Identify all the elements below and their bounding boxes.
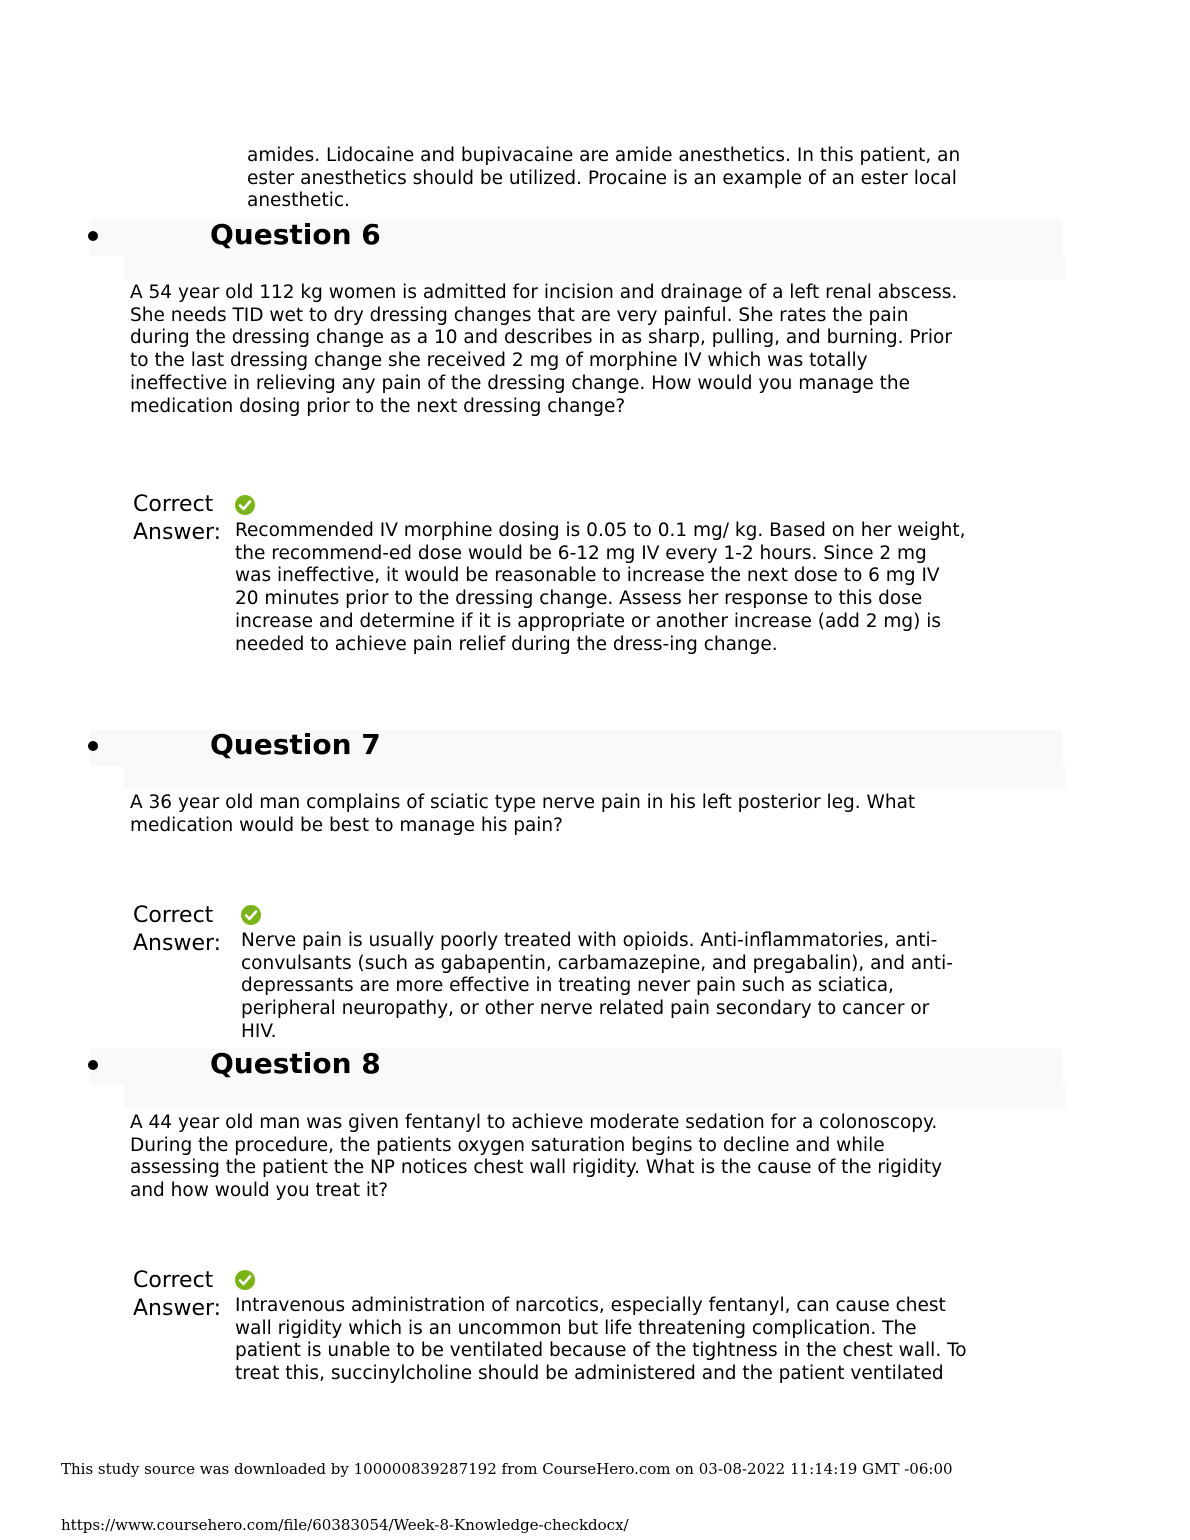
question-7-prompt: A 36 year old man complains of sciatic type nerve pain in his left posterior leg. What medication would be best to manage his pain? [130, 792, 916, 836]
question-7-correct-answer-label: Correct Answer: [133, 903, 222, 956]
correct-check-icon [235, 495, 255, 515]
bullet-icon [88, 231, 98, 241]
question-8-prompt: A 44 year old man was given fentanyl to achieve moderate sedation for a colonoscopy. During the procedure, the patients oxygen saturation begins to decline and while assessing the patient the NP notices chest wall rigidity. What is the cause of the rigidity and how would you treat it? [130, 1112, 943, 1202]
question-8-answer: Intravenous administration of narcotics, especially fentanyl, can cause chest wall rigidity which is an uncommon but life threatening complication. The patient is unable to be ventilated because of the tightness in the chest wall. To treat this, succinylcholine should be administered and the patient ventilated [235, 1295, 967, 1385]
correct-check-icon [241, 905, 261, 925]
question-6-correct-answer-label: Correct Answer: [133, 492, 222, 545]
question-7-answer: Nerve pain is usually poorly treated with opioids. Anti-inflammatories, anti- convulsants (such as gabapentin, carbamazepine, and pregabalin), and anti- depressants are more effective in treating never pain such as sciatica, peripheral neuropathy, or other nerve related pain secondary to cancer or HIV. [241, 930, 953, 1042]
question-6-prompt: A 54 year old 112 kg women is admitted for incision and drainage of a left renal abscess. She needs TID wet to dry dressing changes that are very painful. She rates the pain during the dressing change as a 10 and describes in as sharp, pulling, and burning. Prior to the last dressing change she received 2 mg of morphine IV which was totally ineffective in relieving any pain of the dressing change. How would you manage the medication dosing prior to the next dressing change? [130, 282, 958, 417]
correct-check-icon [235, 1270, 255, 1290]
previous-answer-continuation: amides. Lidocaine and bupivacaine are amide anesthetics. In this patient, an ester anesthetics should be utilized. Procaine is an example of an ester local anesthetic. [247, 145, 961, 212]
question-8-title: Question 8 [210, 1047, 381, 1080]
question-6-header-band-lower [124, 255, 1066, 279]
source-url[interactable]: https://www.coursehero.com/file/60383054/Week-8-Knowledge-checkdocx/ [61, 1516, 629, 1534]
question-8-header-band-lower [124, 1084, 1066, 1108]
download-source-notice: This study source was downloaded by 100000839287192 from CourseHero.com on 03-08-2022 11:14:19 GMT -06:00 [61, 1460, 953, 1478]
question-8-correct-answer-label: Correct Answer: [133, 1268, 222, 1321]
question-7-header-band-lower [124, 765, 1066, 789]
bullet-icon [88, 741, 98, 751]
question-6-title: Question 6 [210, 218, 381, 251]
question-7-title: Question 7 [210, 728, 381, 761]
question-6-answer: Recommended IV morphine dosing is 0.05 to 0.1 mg/ kg. Based on her weight, the recommend-ed dose would be 6-12 mg IV every 1-2 hours. Since 2 mg was ineffective, it would be reasonable to increase the next dose to 6 mg IV 20 minutes prior to the dressing change. Assess her response to this dose increase and determine if it is appropriate or another increase (add 2 mg) is needed to achieve pain relief during the dress-ing change. [235, 520, 966, 655]
bullet-icon [88, 1060, 98, 1070]
